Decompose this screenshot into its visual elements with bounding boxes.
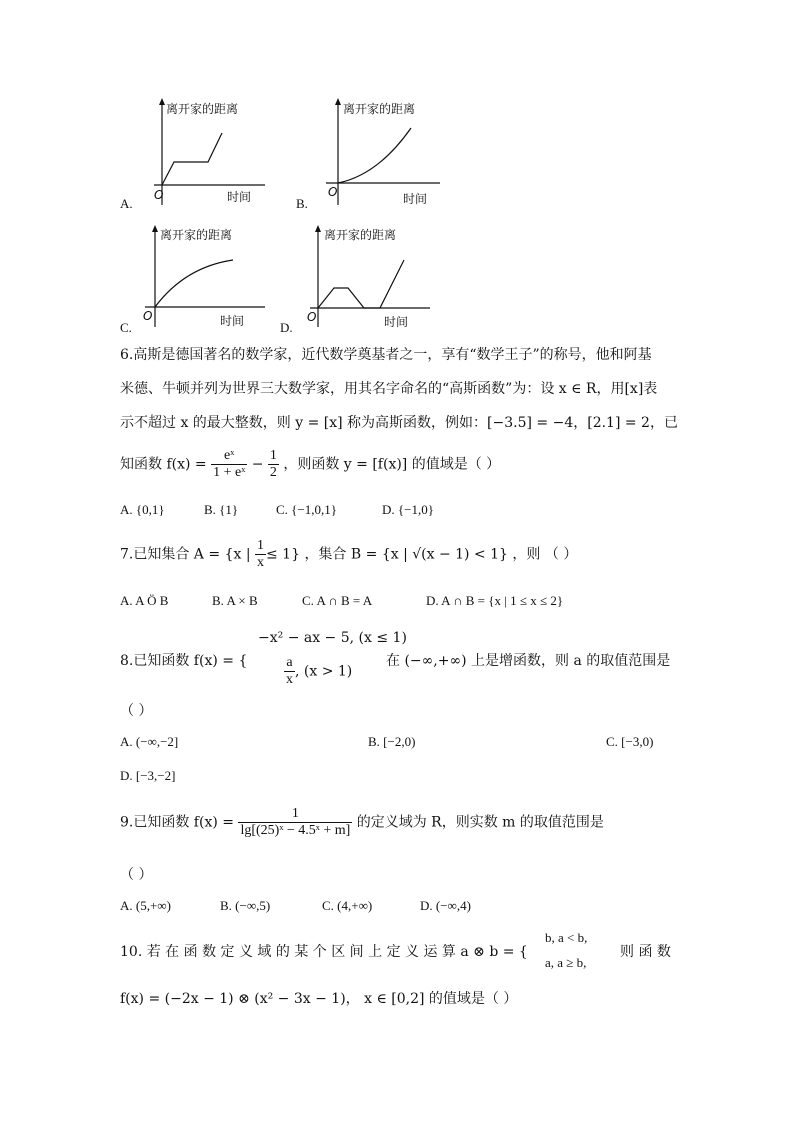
graph-b-xlabel: 时间 <box>403 192 428 206</box>
q7-option-d: D. A ∩ B = {x | 1 ≤ x ≤ 2} <box>426 593 564 608</box>
graph-d <box>306 222 436 334</box>
graph-b <box>318 95 448 210</box>
q8-option-b: B. [−2,0) <box>368 734 416 749</box>
q6-line1: 6.高斯是德国著名的数学家，近代数学奠基者之一，享有“数学王子”的称号，他和阿基 <box>120 347 652 363</box>
q10-case2: a, a ≥ b, <box>545 955 587 970</box>
q9-stem <box>120 806 604 839</box>
q6-line4-post: ，则函数 y = [f(x)] 的值域是（ ） <box>283 456 501 473</box>
graph-a-origin: O <box>154 188 164 202</box>
q7-frac-num: 1 <box>256 538 264 553</box>
graph-a-ylabel: 离开家的距离 <box>166 102 239 116</box>
q8-case-top: −x² − ax − 5, (x ≤ 1) <box>258 630 407 646</box>
q9-option-d: D. (−∞,4) <box>420 898 471 913</box>
graph-d-ylabel: 离开家的距离 <box>324 228 397 242</box>
graph-b-ylabel: 离开家的距离 <box>343 102 416 116</box>
q7-frac-den: x <box>256 555 264 570</box>
q6-half-num: 1 <box>269 448 277 463</box>
q6-option-c: C. {−1,0,1} <box>276 502 337 517</box>
q7-fraction <box>255 538 266 571</box>
q6-line4-pre: 知函数 f(x) = <box>120 456 207 473</box>
graph-a-label: A. <box>120 196 133 211</box>
q10-line1: 10. 若 在 函 数 定 义 域 的 某 个 区 间 上 定 义 运 算 a ⊗ b = { <box>120 944 528 960</box>
graph-a <box>140 95 270 210</box>
q8-paren: （ ） <box>120 703 153 719</box>
q7-setA: {x | <box>224 546 255 563</box>
q8-option-c: C. [−3,0) <box>606 734 654 749</box>
q7-option-b: B. A × B <box>212 593 258 608</box>
graph-b-label: B. <box>296 196 308 211</box>
q8-case-bottom <box>284 655 352 688</box>
graph-c-xlabel: 时间 <box>220 314 245 328</box>
q8-frac-num: a <box>284 655 295 672</box>
q9-paren: （ ） <box>120 867 153 883</box>
q7-post: ，则 （ ） <box>512 546 578 563</box>
q8-option-a: A. (−∞,−2] <box>120 734 179 749</box>
q7-pre: 7.已知集合 A = <box>120 546 221 563</box>
graph-c <box>140 222 270 334</box>
graph-c-origin: O <box>143 309 153 323</box>
q7-stem <box>120 538 577 571</box>
q7-setB: {x | √(x − 1) < 1} <box>381 546 508 563</box>
q8-pre: 8.已知函数 f(x) = { <box>120 653 248 669</box>
q9-pre: 9.已知函数 f(x) = <box>120 814 234 831</box>
q7-option-a: A. A Ö B <box>120 593 169 608</box>
q10-line2: f(x) = (−2x − 1) ⊗ (x² − 3x − 1)， x ∈ [0,2] 的值域是（ ） <box>120 991 518 1007</box>
q8-post: 在 (−∞,+∞) 上是增函数，则 a 的取值范围是 <box>386 653 671 669</box>
graph-d-xlabel: 时间 <box>384 315 409 329</box>
q6-option-b: B. {1} <box>204 502 239 517</box>
q9-frac-num: 1 <box>238 806 352 823</box>
graph-c-ylabel: 离开家的距离 <box>160 228 233 242</box>
q6-option-d: D. {−1,0} <box>382 502 434 517</box>
q9-post: 的定义域为 R，则实数 m 的取值范围是 <box>356 814 604 831</box>
graph-c-label: C. <box>120 320 132 335</box>
q8-fraction <box>284 655 295 688</box>
q8-option-d: D. [−3,−2] <box>120 768 176 783</box>
q10-case1: b, a < b, <box>545 930 588 945</box>
graph-d-origin: O <box>307 310 317 324</box>
q7-setA-end: ≤ 1} <box>265 546 300 563</box>
q7-option-c: C. A ∩ B = A <box>302 593 373 608</box>
q6-frac-den: 1 + eˣ <box>213 465 246 480</box>
q8-case-tail: , (x > 1) <box>295 663 353 680</box>
q6-minus: − <box>251 456 264 473</box>
q6-option-a: A. {0,1} <box>120 502 165 517</box>
q6-frac-num: eˣ <box>211 448 247 465</box>
q9-fraction <box>238 806 352 839</box>
q10-line1-end: 则 函 数 <box>620 944 671 960</box>
q6-fraction-half <box>268 448 279 481</box>
q9-frac-den: lg[(25)ˣ − 4.5ˣ + m] <box>240 823 351 838</box>
q9-option-a: A. (5,+∞) <box>120 898 171 913</box>
graph-d-label: D. <box>280 320 293 335</box>
graph-b-origin: O <box>328 185 338 199</box>
q8-frac-den: x <box>286 672 293 687</box>
q9-option-b: B. (−∞,5) <box>220 898 271 913</box>
q9-option-c: C. (4,+∞) <box>322 898 373 913</box>
q6-fraction-e <box>211 448 247 481</box>
graph-a-xlabel: 时间 <box>227 190 252 204</box>
q6-half-den: 2 <box>269 465 277 480</box>
q6-line3: 示不超过 x 的最大整数，则 y = [x] 称为高斯函数，例如：[−3.5] = −4，[2.1] = 2，已 <box>120 415 678 431</box>
q6-line2: 米德、牛顿并列为世界三大数学家，用其名字命名的“高斯函数”为：设 x ∈ R，用[x]表 <box>120 381 658 397</box>
q7-mid: ，集合 B = <box>304 546 378 563</box>
q6-line4 <box>120 448 500 481</box>
